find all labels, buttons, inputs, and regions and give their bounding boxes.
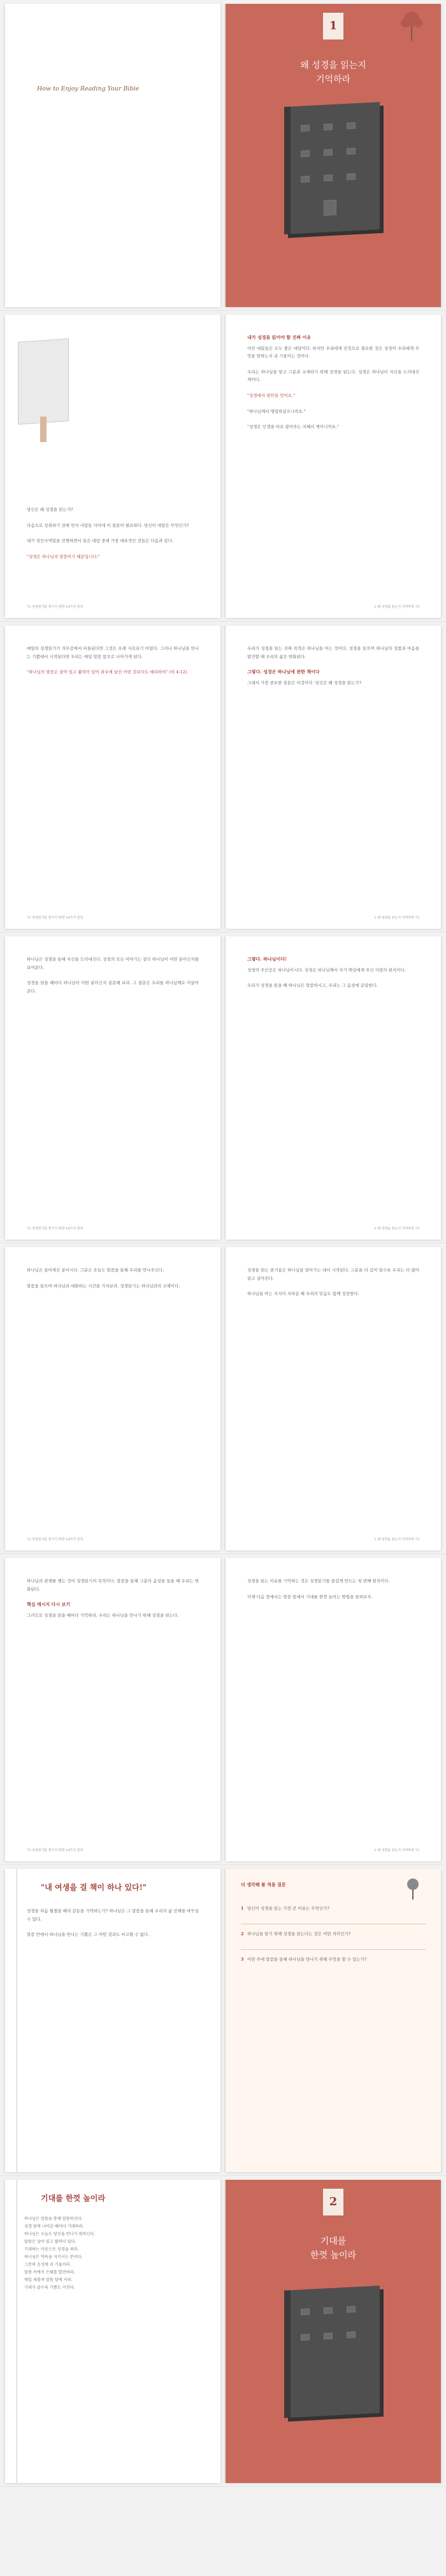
gutter — [220, 315, 226, 618]
page-right — [226, 936, 441, 1240]
page-left — [5, 1247, 220, 1550]
divider — [241, 1949, 426, 1950]
tree-icon — [404, 1878, 422, 1900]
gutter — [220, 2180, 226, 2483]
footer-left: 72 성경읽기를 즐기기 위한 10가지 원칙 — [27, 605, 83, 609]
page-list — [5, 2180, 220, 2483]
footer-left: 72 성경읽기를 즐기기 위한 10가지 원칙 — [27, 1849, 83, 1852]
text-block: 내가 성경을 읽어야 할 진짜 이유 이런 대답들은 모두 좋은 대답이다. 하지만 우리에게 진정으로 필요한 것은 성경이 우리에게 무엇을 말하는지 귀 기울이는 것이다. 우리는 하나님을 알고 그분과 교제하기 위해 성경을 읽는다. 성경은 하나님이 자신을 드러내신 책이다. "성경에서 평안을 얻어요." "하나님께서 명령하셨으니까요." "성경은 인생을 바로 잡아주는 지혜의 책이니까요." — [247, 334, 419, 430]
gutter — [220, 626, 226, 929]
spread-chapter2 — [0, 2176, 446, 2487]
text-block: 성경을 읽는 이유를 기억하는 것은 성경읽기를 즐겁게 만드는 첫 번째 원칙이다. 이제 다음 장에서는 말씀 앞에서 기대를 한껏 높이는 방법을 살펴보자. — [247, 1578, 390, 1599]
footer-right: 1 왜 성경을 읽는지 기억하라 73 — [374, 916, 419, 920]
exercise-title: 더 생각해 볼 적용 질문 — [241, 1882, 286, 1887]
footer-right: 1 왜 성경을 읽는지 기억하라 73 — [374, 1538, 419, 1542]
book-illustration — [284, 2286, 380, 2418]
page-exercises — [226, 1869, 441, 2172]
footer-left: 72 성경읽기를 즐기기 위한 10가지 원칙 — [27, 916, 83, 920]
spread-3 — [0, 622, 446, 933]
footer-right: 1 왜 성경을 읽는지 기억하라 73 — [374, 1227, 419, 1231]
text-block: 하나님은 성경을 통해 자신을 드러내신다. 성경의 모든 이야기는 결국 하나님이 어떤 분이신지를 보여준다. 성경을 읽을 때마다 하나님이 어떤 분이신지 질문해 보라. 그 질문은 우리를 하나님께로 이끌어 준다. — [27, 957, 199, 994]
exercise-item: 3 이번 주에 말씀을 통해 하나님을 만나기 위해 무엇을 할 수 있는가? — [241, 1957, 367, 1962]
text-block: 하나님은 살아계신 분이시다. 그분은 오늘도 말씀을 통해 우리를 만나주신다. 말씀을 읽으며 하나님과 대화하는 시간을 가져보라. 성경읽기는 하나님과의 교제이다. — [27, 1268, 180, 1289]
exercise-item: 1 당신이 성경을 읽는 가장 큰 이유는 무엇인가? — [241, 1906, 329, 1911]
gutter — [220, 4, 226, 307]
page-right — [226, 626, 441, 929]
list: 하나님은 말씀을 통해 말씀하신다. 성경 앞에 나아갈 때마다 기대하라. 하나님은 오늘도 당신을 만나기 원하신다. 말씀은 살아 있고 활력이 있다. 기대하는 마음으로 성경을 펴라. 하나님은 약속을 지키시는 분이다. 그분의 음성에 귀 기울이라. 말씀 속에서 은혜를 발견하라. 매일 새롭게 말씀 앞에 서라. 기대가 클수록 기쁨도 커진다. — [24, 2217, 96, 2290]
page-left — [5, 315, 220, 618]
text-block: 그렇다. 하나님이다! 성경의 주인공은 하나님이시다. 성경은 하나님께서 자기 백성에게 주신 사랑의 편지이다. 우리가 성경을 읽을 때 하나님은 말씀하시고, 우리는 그 음성에 응답한다. — [247, 955, 419, 998]
section-heading: 그렇다. 성경은 하나님에 관한 책이다 — [247, 669, 320, 675]
chapter-title: 기대를 한껏 높이라 — [310, 2236, 357, 2261]
ribbon — [40, 417, 47, 442]
spread-7 — [0, 1865, 446, 2176]
section-heading: 핵심 메시지 다시 보기 — [27, 1601, 71, 1608]
footer-right: 1 왜 성경을 읽는지 기억하라 73 — [374, 1849, 419, 1852]
gutter — [220, 1558, 226, 1861]
page-left-blank — [5, 4, 220, 307]
text-block: 우리가 성경을 읽는 진짜 목적은 하나님을 아는 것이다. 성경을 읽으며 하나님의 성품과 마음을 발견할 때 우리의 삶은 변화된다. 그렇다. 성경은 하나님에 관한 책이다 그래서 가장 중요한 질문은 이것이다. 당신은 왜 성경을 읽는가? — [247, 646, 419, 685]
chapter2-page — [226, 2180, 441, 2483]
page-left — [5, 936, 220, 1240]
page-right — [226, 315, 441, 618]
footer-left: 72 성경읽기를 즐기기 위한 10가지 원칙 — [27, 1227, 83, 1231]
page-left — [5, 1558, 220, 1861]
section-heading: 그렇다. 하나님이다! — [247, 956, 287, 962]
chapter-number: 2 — [323, 2189, 343, 2215]
spread-4 — [0, 933, 446, 1243]
gutter — [220, 1247, 226, 1550]
exercise-item: 2 하나님을 알기 위해 성경을 읽는다는 것은 어떤 의미인가? — [241, 1931, 351, 1936]
gutter — [220, 1869, 226, 2172]
footer-left: 72 성경읽기를 즐기기 위한 10가지 원칙 — [27, 1538, 83, 1542]
page-left — [5, 626, 220, 929]
spread-chapter1 — [0, 0, 446, 311]
page-right — [226, 1247, 441, 1550]
spread-5 — [0, 1243, 446, 1554]
text-block: 당신은 왜 성경을 읽는가? 다음으로 성취하기 전에 먼저 사람들 사이에 이 질문이 필요하다. 당신이 대답은 무엇인가? 내가 성인사역팀을 진행하면서 들은 대답 중에 가장 대표적인 것들은 다음과 같다. "성경은 하나님의 말씀이기 때문입니다." — [27, 507, 189, 559]
footer-right: 1 왜 성경을 읽는지 기억하라 73 — [374, 605, 419, 609]
book-sketch — [18, 338, 69, 425]
spread-2 — [0, 311, 446, 622]
page-quote — [5, 1869, 220, 2172]
page-right — [226, 1558, 441, 1861]
text-block: 성경을 읽는 즐거움은 하나님을 알아가는 데서 시작된다. 그분을 더 깊이 알수록 우리는 더 많이 읽고 싶어진다. 하나님을 아는 지식이 자라갈 때 우리의 믿음도 함께 성장한다. — [247, 1268, 419, 1297]
exercise-background — [226, 1869, 441, 2172]
chapter-title: 왜 성경을 읽는지 기억하라 — [300, 61, 366, 85]
quote-body: 성경을 처음 펼쳤을 때의 감동을 기억하는가? 하나님은 그 말씀을 통해 우리의 삶 전체를 바꾸실 수 있다. 말씀 안에서 하나님을 만나는 기쁨은 그 어떤 것과도 비교할 수 없다. — [27, 1908, 199, 1938]
chapter-number: 1 — [323, 13, 343, 39]
text-block: 하나님과 관계를 맺는 것이 성경읽기의 목적이다. 말씀을 통해 그분의 음성을 들을 때 우리는 변화된다. 핵심 메시지 다시 보기 그러므로 성경을 읽을 때마다 기억하라. 우리는 하나님을 만나기 위해 성경을 읽는다. — [27, 1578, 199, 1618]
text-block: 매일의 성경읽기가 의무감에서 비롯된다면 그것은 오래 지속되기 어렵다. 그러나 하나님을 만나는 기쁨에서 시작된다면 우리는 매일 말씀 앞으로 나아가게 된다. "하나님의 말씀은 살아 있고 활력이 있어 좌우에 날선 어떤 검보다도 예리하여" (히 4:12) — [27, 646, 199, 675]
chapter1-page — [226, 4, 441, 307]
spread-6 — [0, 1554, 446, 1865]
list-title: 기대를 한껏 높이라 — [41, 2194, 106, 2203]
cursive-title: How to Enjoy Reading Your Bible — [37, 85, 140, 92]
tree-icon — [398, 10, 426, 41]
gutter — [220, 936, 226, 1240]
quote-title: "내 여생을 걸 책이 하나 있다!" — [41, 1883, 147, 1892]
book-illustration — [284, 102, 380, 234]
section-heading: 내가 성경을 읽어야 할 진짜 이유 — [247, 334, 312, 340]
